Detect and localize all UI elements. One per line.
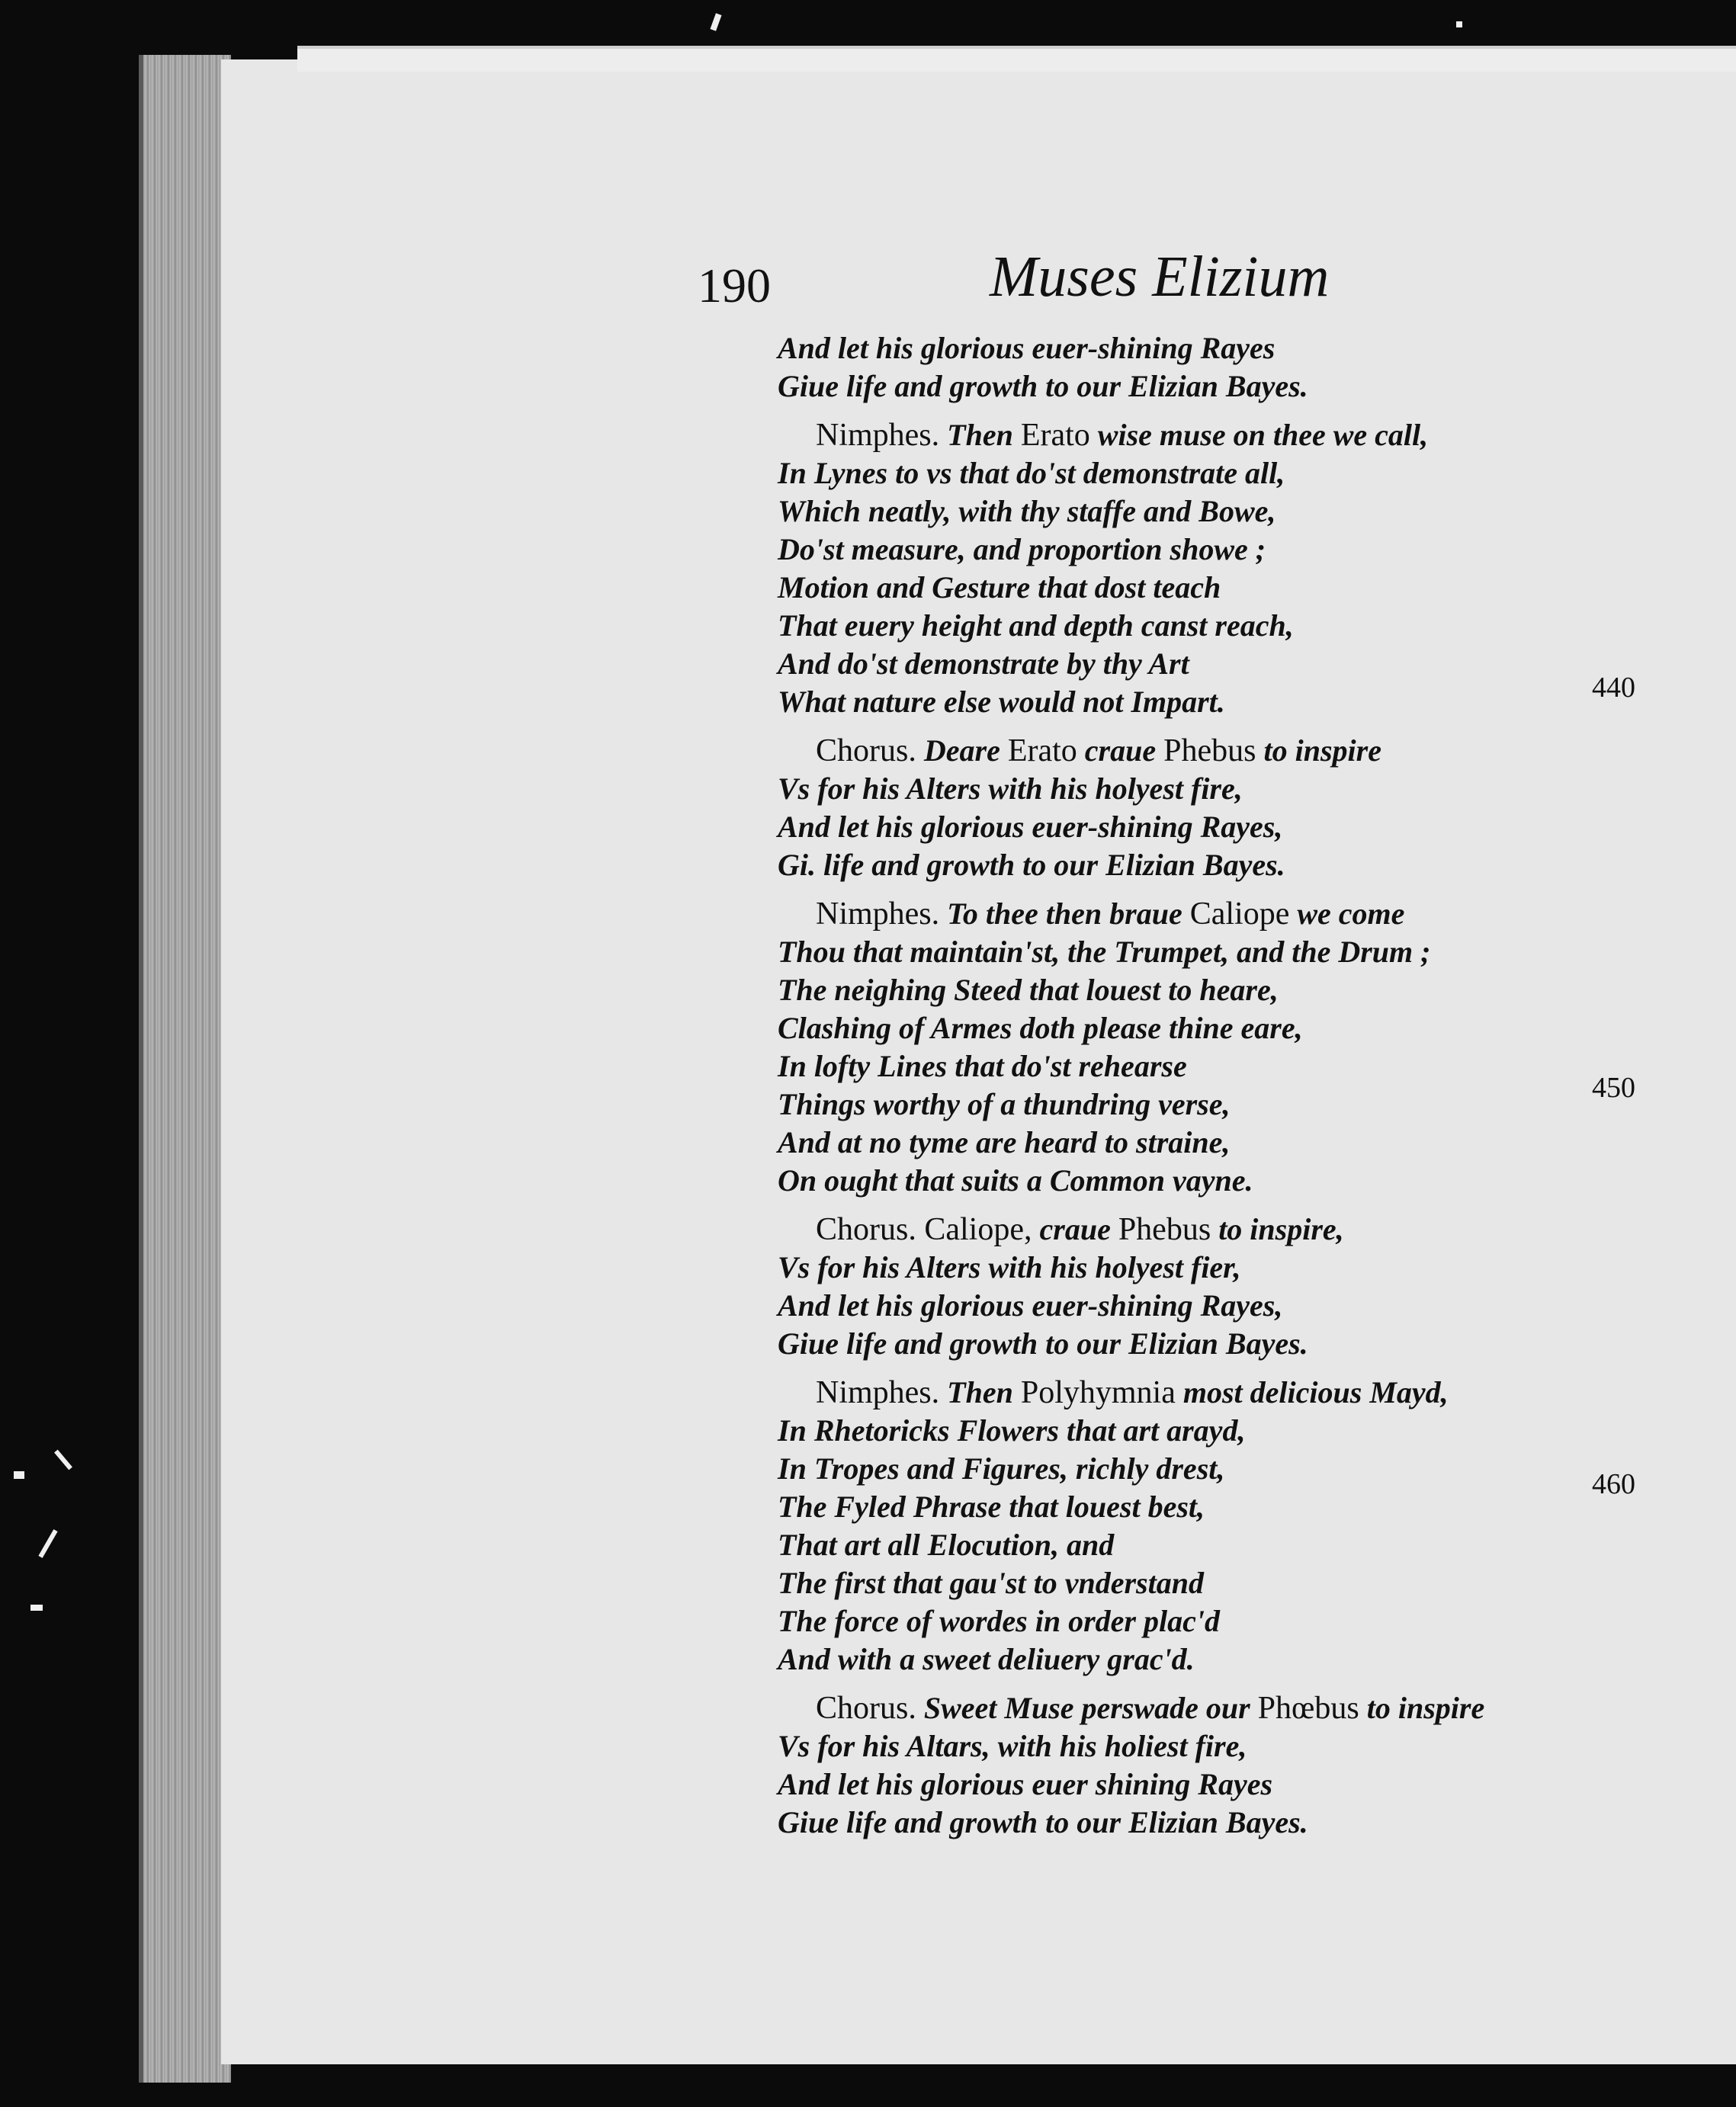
verse-text: Phebus — [1118, 1212, 1211, 1247]
stanza — [778, 416, 1693, 721]
verse-text: And let his glorious euer-shining Rayes, — [778, 810, 1283, 844]
verse-line — [778, 1640, 1693, 1679]
verse-text: wise muse on thee we call, — [1089, 418, 1429, 452]
verse-text: Sweet Muse perswade our — [916, 1691, 1258, 1725]
verse-line — [778, 329, 1693, 367]
verse-line — [778, 1124, 1693, 1162]
scan-speck — [30, 1605, 43, 1611]
verse-line — [778, 1526, 1693, 1564]
verse-text: In Lynes to vs that do'st demonstrate all, — [778, 456, 1285, 490]
verse-line — [778, 1047, 1693, 1086]
speaker-label: Nimphes. — [816, 418, 940, 453]
verse-line — [778, 454, 1693, 492]
verse-line — [778, 1804, 1693, 1842]
poem-text — [778, 329, 1693, 1852]
verse-text: to inspire — [1256, 733, 1381, 768]
verse-text: Giue life and growth to our Elizian Bayes. — [778, 1326, 1308, 1361]
stanza — [778, 1211, 1693, 1363]
verse-line — [778, 732, 1693, 770]
verse-line — [778, 607, 1693, 645]
speaker-label: Nimphes. — [816, 896, 940, 932]
verse-text: Clashing of Armes doth please thine eare, — [778, 1011, 1303, 1045]
verse-text: On ought that suits a Common vayne. — [778, 1163, 1253, 1198]
verse-line — [778, 1689, 1693, 1727]
verse-text: Which neatly, with thy staffe and Bowe, — [778, 494, 1276, 528]
speaker-label: Chorus. — [816, 1212, 916, 1247]
verse-text: Gi. life and growth to our Elizian Bayes. — [778, 848, 1285, 882]
verse-text: Then — [939, 418, 1021, 452]
page-header — [698, 244, 1445, 320]
verse-text: And let his glorious euer-shining Rayes — [778, 331, 1276, 365]
verse-line — [778, 1211, 1693, 1249]
verse-line — [778, 846, 1693, 884]
verse-text: Deare — [916, 733, 1008, 768]
verse-text: we come — [1289, 896, 1405, 931]
scan-speck — [14, 1471, 24, 1479]
page-top-edge — [297, 46, 1736, 72]
verse-line — [778, 683, 1693, 721]
page-leaf-edges — [139, 55, 231, 2083]
verse-line — [778, 569, 1693, 607]
verse-text: To thee then braue — [939, 896, 1190, 931]
verse-text: In Tropes and Figures, richly drest, — [778, 1451, 1225, 1486]
verse-line — [778, 1765, 1693, 1804]
verse-text: Motion and Gesture that dost teach — [778, 570, 1221, 605]
verse-line — [778, 770, 1693, 808]
verse-text: Things worthy of a thundring verse, — [778, 1087, 1231, 1121]
verse-text: What nature else would not Impart. — [778, 685, 1225, 719]
verse-text: That art all Elocution, and — [778, 1528, 1115, 1562]
page-number: 190 — [698, 258, 771, 313]
line-number-460: 460 — [1592, 1468, 1635, 1500]
scan-speck — [54, 1450, 72, 1470]
verse-line — [778, 1009, 1693, 1047]
verse-line — [778, 416, 1693, 454]
verse-line — [778, 1602, 1693, 1640]
verse-line — [778, 971, 1693, 1009]
verse-text: The Fyled Phrase that louest best, — [778, 1490, 1205, 1524]
verse-text: Erato — [1007, 733, 1077, 768]
verse-text: Caliope — [1189, 896, 1290, 932]
verse-text: Polyhymnia — [1020, 1375, 1176, 1410]
verse-line — [778, 1564, 1693, 1602]
scan-speck — [38, 1529, 57, 1558]
verse-line — [778, 531, 1693, 569]
verse-text: And at no tyme are heard to straine, — [778, 1125, 1231, 1159]
stanza — [778, 1689, 1693, 1842]
verse-text: That euery height and depth canst reach, — [778, 608, 1294, 643]
verse-text: The neighing Steed that louest to heare, — [778, 973, 1279, 1007]
verse-line — [778, 1488, 1693, 1526]
verse-text: Giue life and growth to our Elizian Bayes. — [778, 1805, 1308, 1839]
stanza — [778, 1374, 1693, 1679]
verse-text: And do'st demonstrate by thy Art — [778, 646, 1189, 681]
verse-line — [778, 1086, 1693, 1124]
verse-text: The force of wordes in order plac'd — [778, 1604, 1220, 1638]
verse-text: Caliope, — [916, 1212, 1032, 1247]
verse-line — [778, 1374, 1693, 1412]
verse-line — [778, 933, 1693, 971]
scan-speck — [1456, 21, 1462, 27]
verse-line — [778, 645, 1693, 683]
verse-text: Phebus — [1163, 733, 1256, 768]
verse-text: In lofty Lines that do'st rehearse — [778, 1049, 1187, 1083]
verse-line — [778, 1325, 1693, 1363]
verse-text: And let his glorious euer-shining Rayes, — [778, 1288, 1283, 1323]
verse-line — [778, 1727, 1693, 1765]
verse-text: craue — [1077, 733, 1164, 768]
verse-text: craue — [1032, 1212, 1118, 1246]
verse-line — [778, 367, 1693, 406]
verse-line — [778, 1412, 1693, 1450]
verse-line — [778, 895, 1693, 933]
running-title: Muses Elizium — [990, 245, 1330, 309]
line-number-440: 440 — [1592, 672, 1635, 704]
stanza — [778, 329, 1693, 406]
verse-text: In Rhetoricks Flowers that art arayd, — [778, 1413, 1246, 1448]
line-number-450: 450 — [1592, 1072, 1635, 1104]
stanza — [778, 732, 1693, 884]
verse-line — [778, 492, 1693, 531]
verse-text: Vs for his Alters with his holyest fire, — [778, 771, 1243, 806]
verse-text: Giue life and growth to our Elizian Bayes. — [778, 369, 1308, 403]
verse-line — [778, 1162, 1693, 1200]
verse-text: to inspire, — [1211, 1212, 1344, 1246]
verse-text: Thou that maintain'st, the Trumpet, and the Drum ; — [778, 935, 1431, 969]
verse-text: most delicious Mayd, — [1175, 1375, 1449, 1409]
verse-text: The first that gau'st to vnderstand — [778, 1566, 1204, 1600]
verse-text: And with a sweet deliuery grac'd. — [778, 1642, 1195, 1676]
verse-line — [778, 808, 1693, 846]
verse-line — [778, 1249, 1693, 1287]
verse-text: to inspire — [1359, 1691, 1485, 1725]
verse-line — [778, 1450, 1693, 1488]
verse-text: Then — [939, 1375, 1021, 1409]
verse-text: Phœbus — [1257, 1691, 1359, 1726]
speaker-label: Nimphes. — [816, 1375, 940, 1410]
speaker-label: Chorus. — [816, 1691, 916, 1726]
verse-line — [778, 1287, 1693, 1325]
verse-text: Do'st measure, and proportion showe ; — [778, 532, 1266, 566]
verse-text: And let his glorious euer shining Rayes — [778, 1767, 1273, 1801]
scan-speck — [710, 13, 721, 30]
verse-text: Erato — [1020, 418, 1090, 453]
speaker-label: Chorus. — [816, 733, 916, 768]
stanza — [778, 895, 1693, 1200]
verse-text: Vs for his Alters with his holyest fier, — [778, 1250, 1241, 1284]
verse-text: Vs for his Altars, with his holiest fire, — [778, 1729, 1247, 1763]
